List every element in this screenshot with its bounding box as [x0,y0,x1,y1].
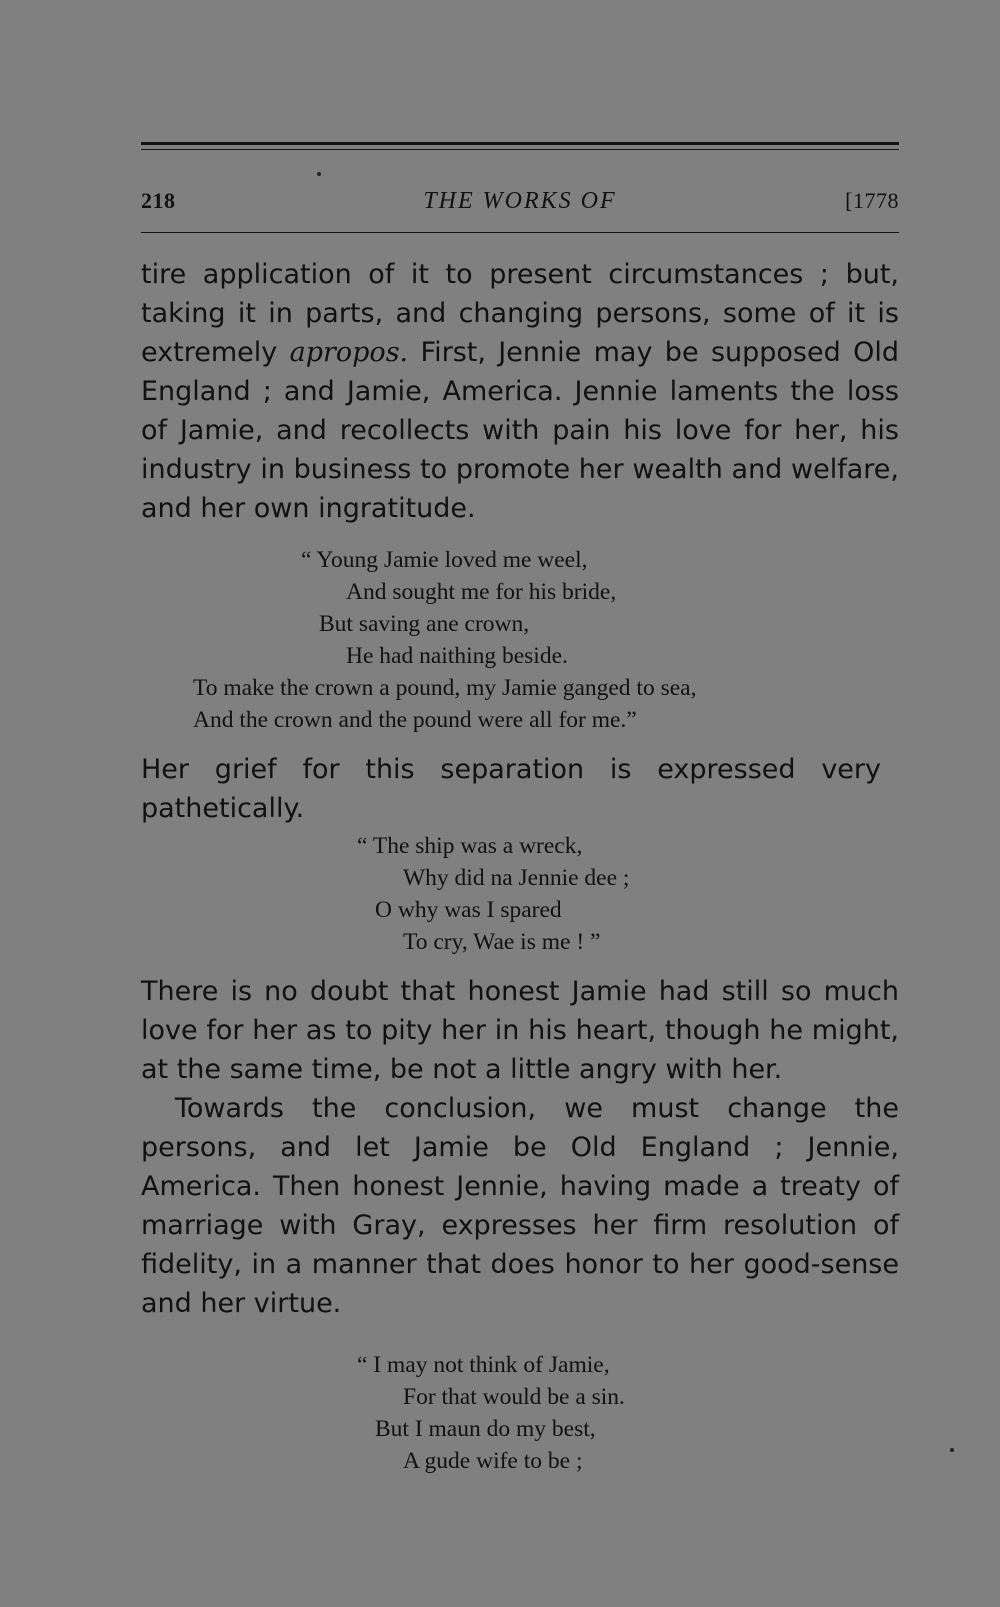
running-title: THE WORKS OF [423,188,617,214]
paragraph-1-italic: apropos. [289,337,409,368]
verse-line: He had naithing beside. [346,643,568,669]
verse-line: But I maun do my best, [375,1416,596,1442]
verse-line: But saving ane crown, [319,611,530,637]
book-page [141,142,899,1477]
paragraph-2: Her grief for this separation is expressed very pathetically. [141,754,881,824]
verse-line: And the crown and the pound were all for me.” [193,707,637,733]
verse-line: O why was I spared [375,897,562,923]
verse-line: To make the crown a pound, my Jamie ganged to sea, [193,675,697,701]
ink-speck [317,172,321,176]
paragraph-1-text-a: tire application of it to present circumstances ; but, taking it in parts, and changing persons, some of it is extremely [141,259,899,368]
paragraph-4: Towards the conclusion, we must change the persons, and let Jamie be Old England ; Jennie, America. Then honest Jennie, having made a treaty of marriage with Gray, expresses her firm resolution of fidelity, in a manner that does honor to her good-sense and her virtue. [141,1093,899,1319]
verse-line: To cry, Wae is me ! ” [403,929,601,955]
verse-1 [141,544,899,736]
running-head [141,150,899,214]
verse-line: And sought me for his bride, [346,579,617,605]
running-year: [1778 [845,188,899,213]
verse-line: “ The ship was a wreck, [357,833,583,859]
header-rule [141,232,899,233]
paragraph-3: There is no doubt that honest Jamie had still so much love for her as to pity her in his heart, though he might, at the same time, be not a little angry with her. [141,976,899,1085]
verse-line: A gude wife to be ; [403,1448,583,1474]
verse-line: Why did na Jennie dee ; [403,865,630,891]
paragraph-1-text-b: First, Jennie may be supposed Old England ; and Jamie, America. Jennie laments the loss of Jamie, and recollects with pain his love for her, his industry in business to promote her wealth and welfare, and her own ingratitude. [141,337,900,524]
page-number: 218 [141,188,176,213]
paragraph-1 [141,255,899,528]
verse-line: “ Young Jamie loved me weel, [301,547,588,573]
verse-2 [141,830,899,958]
verse-line: “ I may not think of Jamie, [357,1352,610,1378]
ink-speck [950,1448,954,1452]
verse-line: For that would be a sin. [403,1384,625,1410]
verse-3 [141,1349,899,1477]
top-rule [141,142,899,145]
